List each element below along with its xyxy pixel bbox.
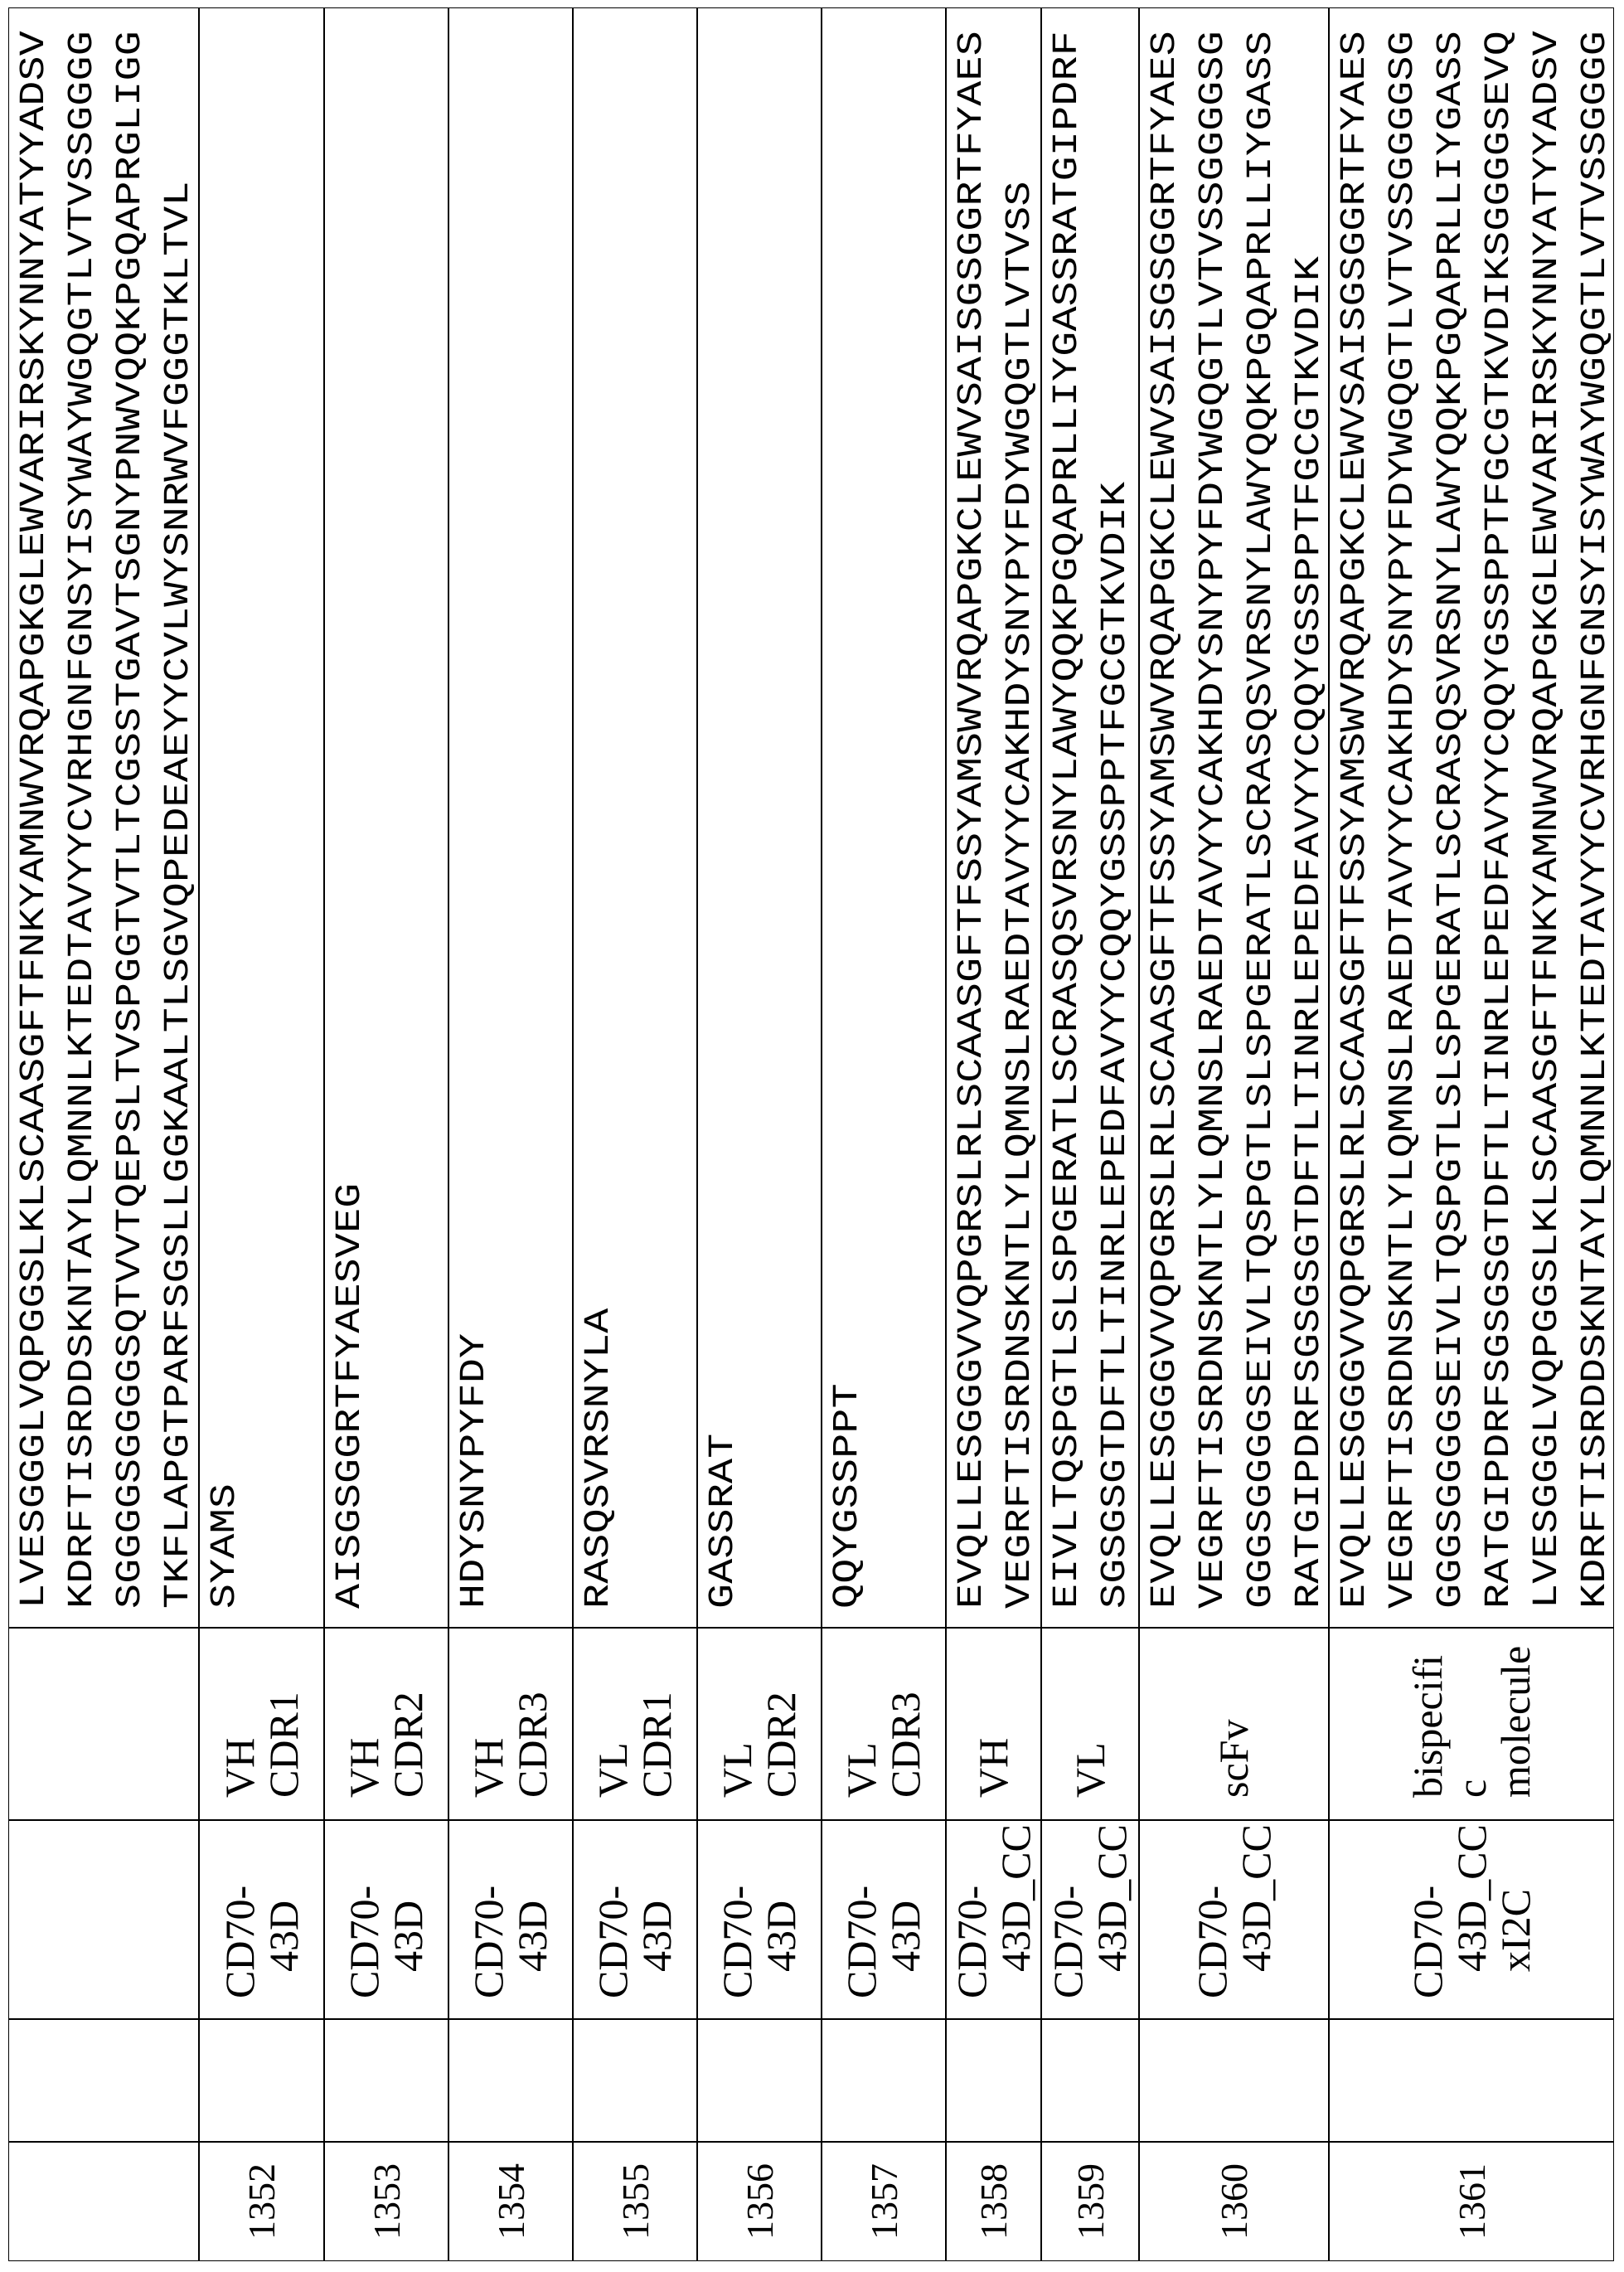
- sequence-line: TKFLAPGTPARFSGSLLGGKAALTLSGVQPEDEAEYYCVLWYSNRWVFGGGTKLTVL: [158, 8, 199, 1609]
- name-line: CD70-: [1406, 1821, 1450, 1998]
- type-line: scFv: [1212, 1629, 1256, 1798]
- sequence-line: SGSGSGTDFTLTINRLEPEDFAVYYCQQYGSSPPTFGCGTKVDIK: [1095, 8, 1136, 1609]
- sequence-line: RATGIPDRFSGSGSGTDFTLTINRLEPEDFAVYYCQQYGSSPPTFGCGTKVDIK: [1289, 8, 1330, 1609]
- type-line: VH: [467, 1629, 511, 1798]
- type-line: molecule: [1494, 1629, 1538, 1798]
- name-cell: [1139, 1820, 1329, 2019]
- type-line: c: [1450, 1629, 1494, 1798]
- name-cell: [697, 1820, 822, 2019]
- sequence-line: VEGRFTISRDNSKNTLYLQMNSLRAEDTAVYYCAKHDYSNYPYFDYWGQGTLVTVSS: [1000, 8, 1040, 1609]
- type-cell: [1329, 1628, 1614, 1820]
- name-line: CD70-: [342, 1821, 386, 1998]
- sequence-cell: [324, 7, 448, 1628]
- type-cell: [324, 1628, 448, 1820]
- seq-id-cell: [573, 2142, 697, 2261]
- type-line: CDR2: [386, 1629, 430, 1798]
- sequence-cell: [1041, 7, 1139, 1628]
- sequence-line: HDYSNYPYFDY: [454, 8, 495, 1609]
- sequence-cell: [822, 7, 946, 1628]
- table-row: [946, 7, 1041, 2261]
- name-cell: [324, 1820, 448, 2019]
- seq-id-cell: [1139, 2142, 1329, 2261]
- sequence-cell: [573, 7, 697, 1628]
- sequence-line: RATGIPDRFSGSGSGTDFTLTINRLEPEDFAVYYCQQYGSSPPTFGCGTKVDIKSGGGGSEVQ: [1479, 8, 1520, 1609]
- table-row: [1041, 7, 1139, 2261]
- seq-id-number: 1361: [1450, 2163, 1494, 2240]
- seq-id-number: 1360: [1212, 2163, 1256, 2240]
- seq-id-cell: [8, 2142, 199, 2261]
- seq-id-cell: [697, 2142, 822, 2261]
- type-cell: [8, 1628, 199, 1820]
- sequence-line: KDRFTISRDDSKNTAYLQMNNLKTEDTAVYYCVRHGNFGNSYISYWAYWGQGTLVTVSSGGGG: [62, 8, 103, 1609]
- type-line: VL: [715, 1629, 759, 1798]
- type-line: VH: [342, 1629, 386, 1798]
- type-line: CDR2: [759, 1629, 803, 1798]
- sequence-line: SYAMS: [205, 8, 245, 1609]
- name-line: 43D: [511, 1821, 555, 1972]
- table-row: [1139, 7, 1329, 2261]
- type-line: CDR1: [635, 1629, 679, 1798]
- name-line: 43D: [635, 1821, 679, 1972]
- blank-cell: [8, 2019, 199, 2142]
- sequence-cell: [697, 7, 822, 1628]
- sequence-line: EIVLTQSPGTLSLSPGERATLSCRASQSVRSNYLAWYQQKPGQAPRLLIYGASSRATGIPDRF: [1047, 8, 1088, 1609]
- blank-cell: [822, 2019, 946, 2142]
- sequence-cell: [946, 7, 1041, 1628]
- table-row: [324, 7, 448, 2261]
- seq-id-number: 1358: [972, 2163, 1016, 2240]
- sequence-line: SGGGGSGGGGSQTVVTQEPSLTVSPGGTVTLTCGSSTGAVTSGNYPNWVQQKPGQAPRGLIGG: [110, 8, 151, 1609]
- name-line: 43D_CC: [1090, 1821, 1134, 1972]
- type-line: VL: [1069, 1629, 1113, 1798]
- name-cell: [946, 1820, 1041, 2019]
- type-cell: [1139, 1628, 1329, 1820]
- name-line: CD70-: [840, 1821, 884, 1998]
- sequence-line: GGGSGGGGSEIVLTQSPGTLSLSPGERATLSCRASQSVRSNYLAWYQQKPGQAPRLLIYGASS: [1241, 8, 1282, 1609]
- sequence-line: RASQSVRSNYLA: [579, 8, 619, 1609]
- name-line: CD70-: [591, 1821, 635, 1998]
- seq-id-number: 1359: [1069, 2163, 1113, 2240]
- name-line: CD70-: [1190, 1821, 1234, 1998]
- name-cell: [822, 1820, 946, 2019]
- name-cell: [1041, 1820, 1139, 2019]
- sequence-line: QQYGSSPPT: [827, 8, 868, 1609]
- seq-id-cell: [324, 2142, 448, 2261]
- table-row: [8, 7, 199, 2261]
- type-cell: [199, 1628, 324, 1820]
- name-line: 43D: [759, 1821, 803, 1972]
- type-cell: [697, 1628, 822, 1820]
- sequence-line: EVQLLESGGGVVQPGRSLRLSCAASGFTFSSYAMSWVRQAPGKCLEWVSAISGSGGRTFYAES: [952, 8, 992, 1609]
- seq-id-number: 1353: [365, 2163, 409, 2240]
- table-row: [822, 7, 946, 2261]
- sequence-cell: [1139, 7, 1329, 1628]
- table-row: [573, 7, 697, 2261]
- name-cell: [199, 1820, 324, 2019]
- seq-id-number: 1354: [489, 2163, 533, 2240]
- name-line: CD70-: [715, 1821, 759, 1998]
- sequence-table: [0, 0, 1624, 2272]
- name-line: CD70-: [950, 1821, 994, 1998]
- type-line: CDR1: [262, 1629, 306, 1798]
- name-line: 43D: [884, 1821, 928, 1972]
- type-cell: [448, 1628, 573, 1820]
- seq-id-cell: [946, 2142, 1041, 2261]
- name-line: CD70-: [218, 1821, 262, 1998]
- sequence-line: EVQLLESGGGVVQPGRSLRLSCAASGFTFSSYAMSWVRQAPGKCLEWVSAISGSGGRTFYAES: [1145, 8, 1185, 1609]
- sequence-line: GGGSGGGGSEIVLTQSPGTLSLSPGERATLSCRASQSVRSNYLAWYQQKPGQAPRLLIYGASS: [1431, 8, 1471, 1609]
- sequence-line: LVESGGGLVQPGGSLKLSCAASGFTFNKYAMNWVRQAPGKGLEWVARIRSKYNNYATYYADSV: [14, 8, 55, 1609]
- blank-cell: [1139, 2019, 1329, 2142]
- sequence-line: AISGSGGRTFYAESVEG: [330, 8, 371, 1609]
- table-row: [199, 7, 324, 2261]
- type-line: VL: [591, 1629, 635, 1798]
- name-cell: [1329, 1820, 1614, 2019]
- seq-id-cell: [1329, 2142, 1614, 2261]
- name-line: CD70-: [467, 1821, 511, 1998]
- table-row: [1329, 7, 1614, 2261]
- sequence-line: GASSRAT: [703, 8, 744, 1609]
- type-line: bispecifi: [1406, 1629, 1450, 1798]
- name-cell: [8, 1820, 199, 2019]
- seq-id-cell: [199, 2142, 324, 2261]
- sequence-line: KDRFTISRDDSKNTAYLQMNNLKTEDTAVYYCVRHGNFGNSYISYWAYWGQGTLVTVSSGGGG: [1575, 8, 1616, 1609]
- type-line: VL: [840, 1629, 884, 1798]
- name-line: 43D: [386, 1821, 430, 1972]
- type-cell: [946, 1628, 1041, 1820]
- sequence-cell: [199, 7, 324, 1628]
- name-line: 43D_CC: [1234, 1821, 1278, 1972]
- name-line: 43D_CC: [994, 1821, 1038, 1972]
- sequence-line: LVESGGGLVQPGGSLKLSCAASGFTFNKYAMNWVRQAPGKGLEWVARIRSKYNNYATYYADSV: [1527, 8, 1568, 1609]
- type-line: VH: [972, 1629, 1016, 1798]
- blank-cell: [324, 2019, 448, 2142]
- type-cell: [1041, 1628, 1139, 1820]
- name-line: CD70-: [1046, 1821, 1090, 1998]
- type-cell: [822, 1628, 946, 1820]
- name-line: xI2C: [1494, 1821, 1538, 1972]
- sequence-cell: [1329, 7, 1614, 1628]
- seq-id-cell: [822, 2142, 946, 2261]
- blank-cell: [946, 2019, 1041, 2142]
- sequence-line: EVQLLESGGGVVQPGRSLRLSCAASGFTFSSYAMSWVRQAPGKCLEWVSAISGSGGRTFYAES: [1335, 8, 1375, 1609]
- blank-cell: [199, 2019, 324, 2142]
- blank-cell: [573, 2019, 697, 2142]
- blank-cell: [1329, 2019, 1614, 2142]
- type-cell: [573, 1628, 697, 1820]
- seq-id-number: 1357: [862, 2163, 906, 2240]
- type-line: CDR3: [884, 1629, 928, 1798]
- name-line: 43D: [262, 1821, 306, 1972]
- seq-id-number: 1356: [738, 2163, 782, 2240]
- seq-id-cell: [1041, 2142, 1139, 2261]
- blank-cell: [697, 2019, 822, 2142]
- seq-id-cell: [448, 2142, 573, 2261]
- seq-id-number: 1355: [613, 2163, 657, 2240]
- sequence-cell: [448, 7, 573, 1628]
- table-row: [448, 7, 573, 2261]
- name-line: 43D_CC: [1450, 1821, 1494, 1972]
- blank-cell: [448, 2019, 573, 2142]
- sequence-line: VEGRFTISRDNSKNTLYLQMNSLRAEDTAVYYCAKHDYSNYPYFDYWGQGTLVTVSSGGGGSG: [1383, 8, 1423, 1609]
- seq-id-number: 1352: [240, 2163, 284, 2240]
- table-row: [697, 7, 822, 2261]
- name-cell: [448, 1820, 573, 2019]
- sequence-cell: [8, 7, 199, 1628]
- sequence-line: VEGRFTISRDNSKNTLYLQMNSLRAEDTAVYYCAKHDYSNYPYFDYWGQGTLVTVSSGGGGSG: [1193, 8, 1234, 1609]
- type-line: VH: [218, 1629, 262, 1798]
- name-cell: [573, 1820, 697, 2019]
- type-line: CDR3: [511, 1629, 555, 1798]
- blank-cell: [1041, 2019, 1139, 2142]
